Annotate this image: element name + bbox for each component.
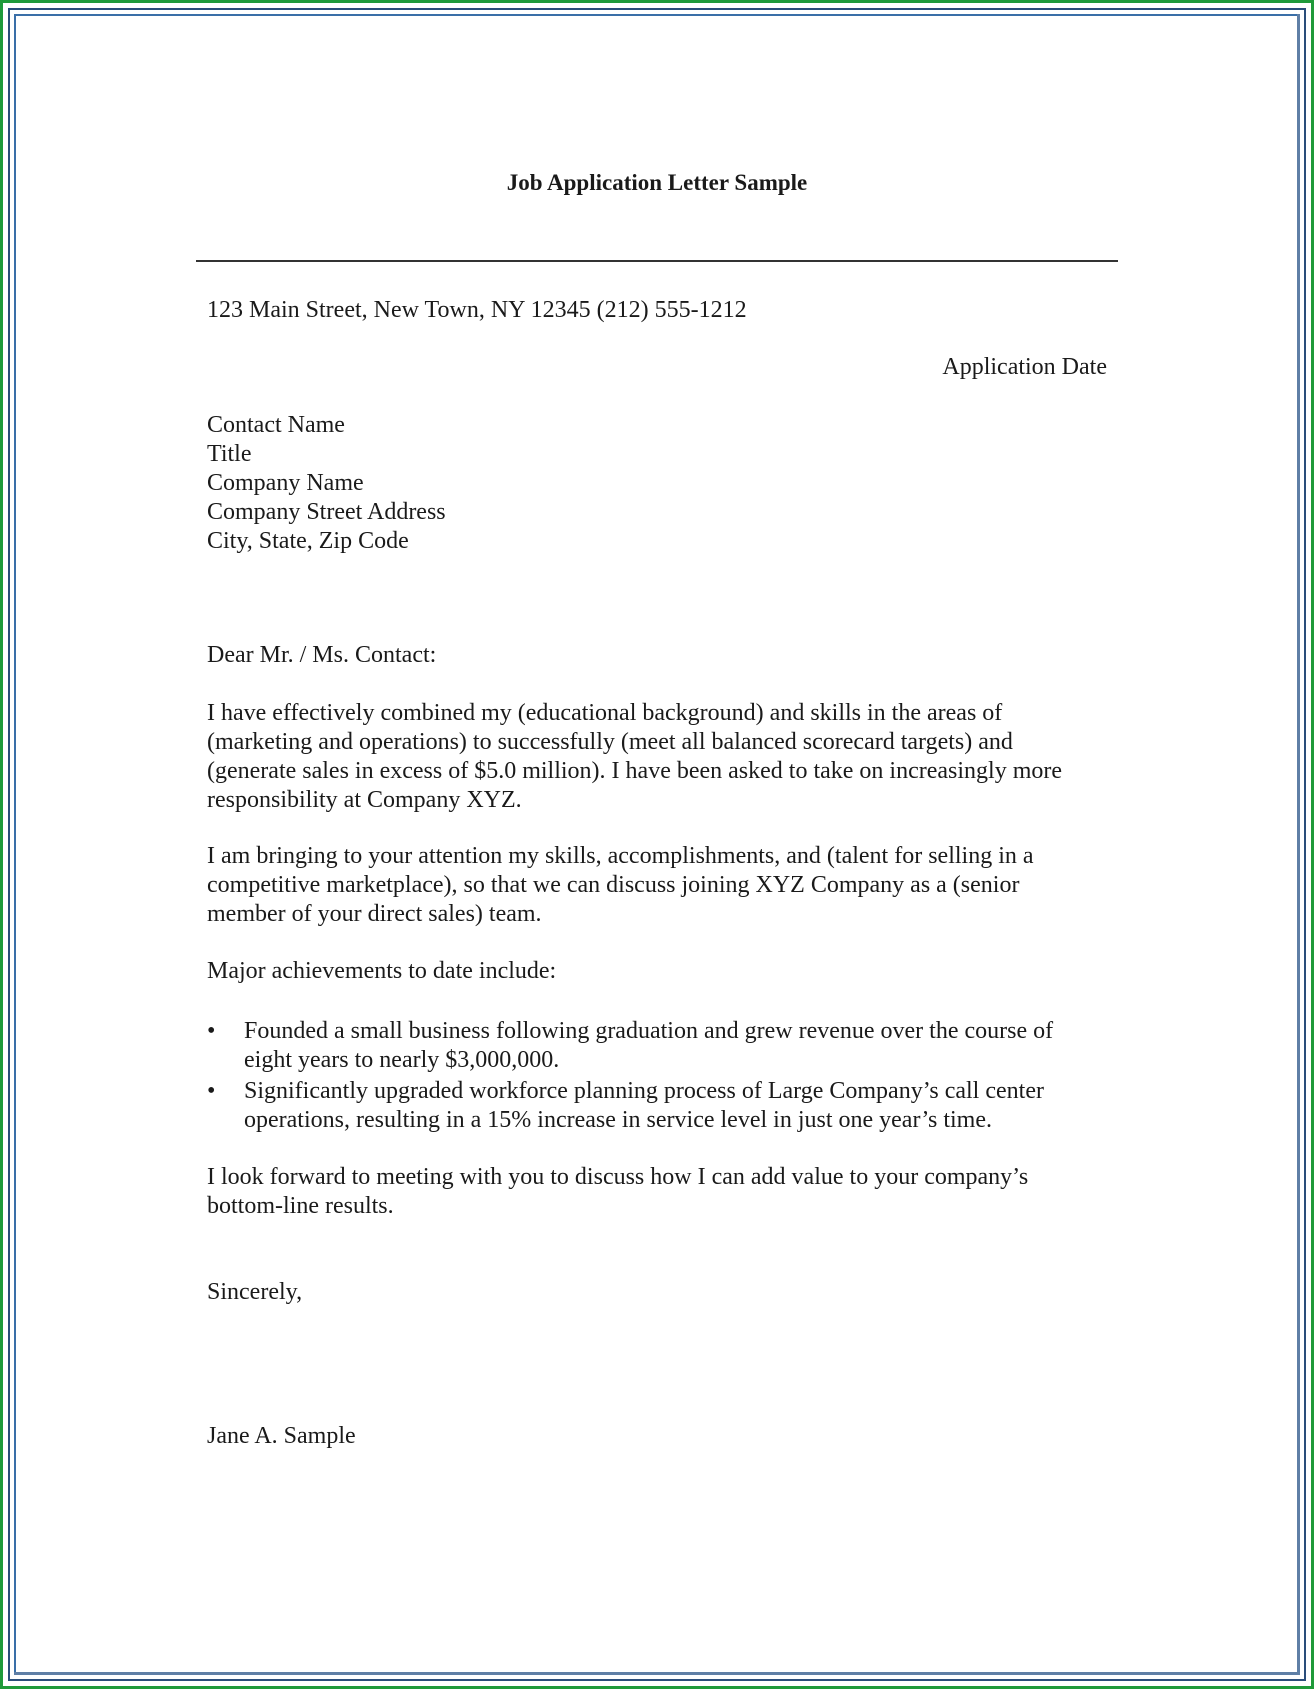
bullet-text [244,1077,1044,1135]
recipient-line: Company Name [207,470,364,496]
bullet-text [244,1017,1053,1075]
paragraph-line: I look forward to meeting with you to discuss how I can add value to your company’s [207,1164,1029,1190]
paragraph-1 [207,699,1062,815]
application-date: Application Date [942,354,1107,380]
bullet-icon: • [207,1078,216,1104]
bullet-line: eight years to nearly $3,000,000. [244,1047,560,1073]
bullet-line: Founded a small business following graduation and grew revenue over the course of [244,1018,1054,1044]
closing-paragraph [207,1163,1028,1221]
paragraph-line: bottom-line results. [207,1193,394,1219]
paragraph-line: (marketing and operations) to successfully (meet all balanced scorecard targets) and [207,729,1013,755]
bullet-line: operations, resulting in a 15% increase in service level in just one year’s time. [244,1107,992,1133]
paragraph-line: responsibility at Company XYZ. [207,787,522,813]
achievements-intro: Major achievements to date include: [207,958,557,984]
title-divider [196,260,1118,262]
paragraph-line: I have effectively combined my (educational background) and skills in the areas of [207,700,1003,726]
bullet-line: Significantly upgraded workforce planning process of Large Company’s call center [244,1078,1044,1104]
signature-name: Jane A. Sample [207,1423,356,1449]
closing: Sincerely, [207,1279,303,1305]
sender-address: 123 Main Street, New Town, NY 12345 (212) 555-1212 [207,297,747,323]
paragraph-line: competitive marketplace), so that we can discuss joining XYZ Company as a (senior [207,872,1020,898]
paragraph-line: member of your direct sales) team. [207,901,542,927]
paragraph-line: (generate sales in excess of $5.0 million). I have been asked to take on increasingly more [207,758,1063,784]
paragraph-2 [207,842,1034,929]
recipient-line: Contact Name [207,412,345,438]
recipient-line: Company Street Address [207,499,446,525]
salutation: Dear Mr. / Ms. Contact: [207,642,437,668]
bullet-item [207,1017,1107,1075]
paragraph-line: I am bringing to your attention my skills, accomplishments, and (talent for selling in a [207,843,1034,869]
recipient-line: Title [207,441,252,467]
recipient-block [207,411,446,556]
recipient-line: City, State, Zip Code [207,528,409,554]
bullet-item [207,1077,1107,1135]
bullet-icon: • [207,1018,216,1044]
letter-title: Job Application Letter Sample [506,170,808,195]
